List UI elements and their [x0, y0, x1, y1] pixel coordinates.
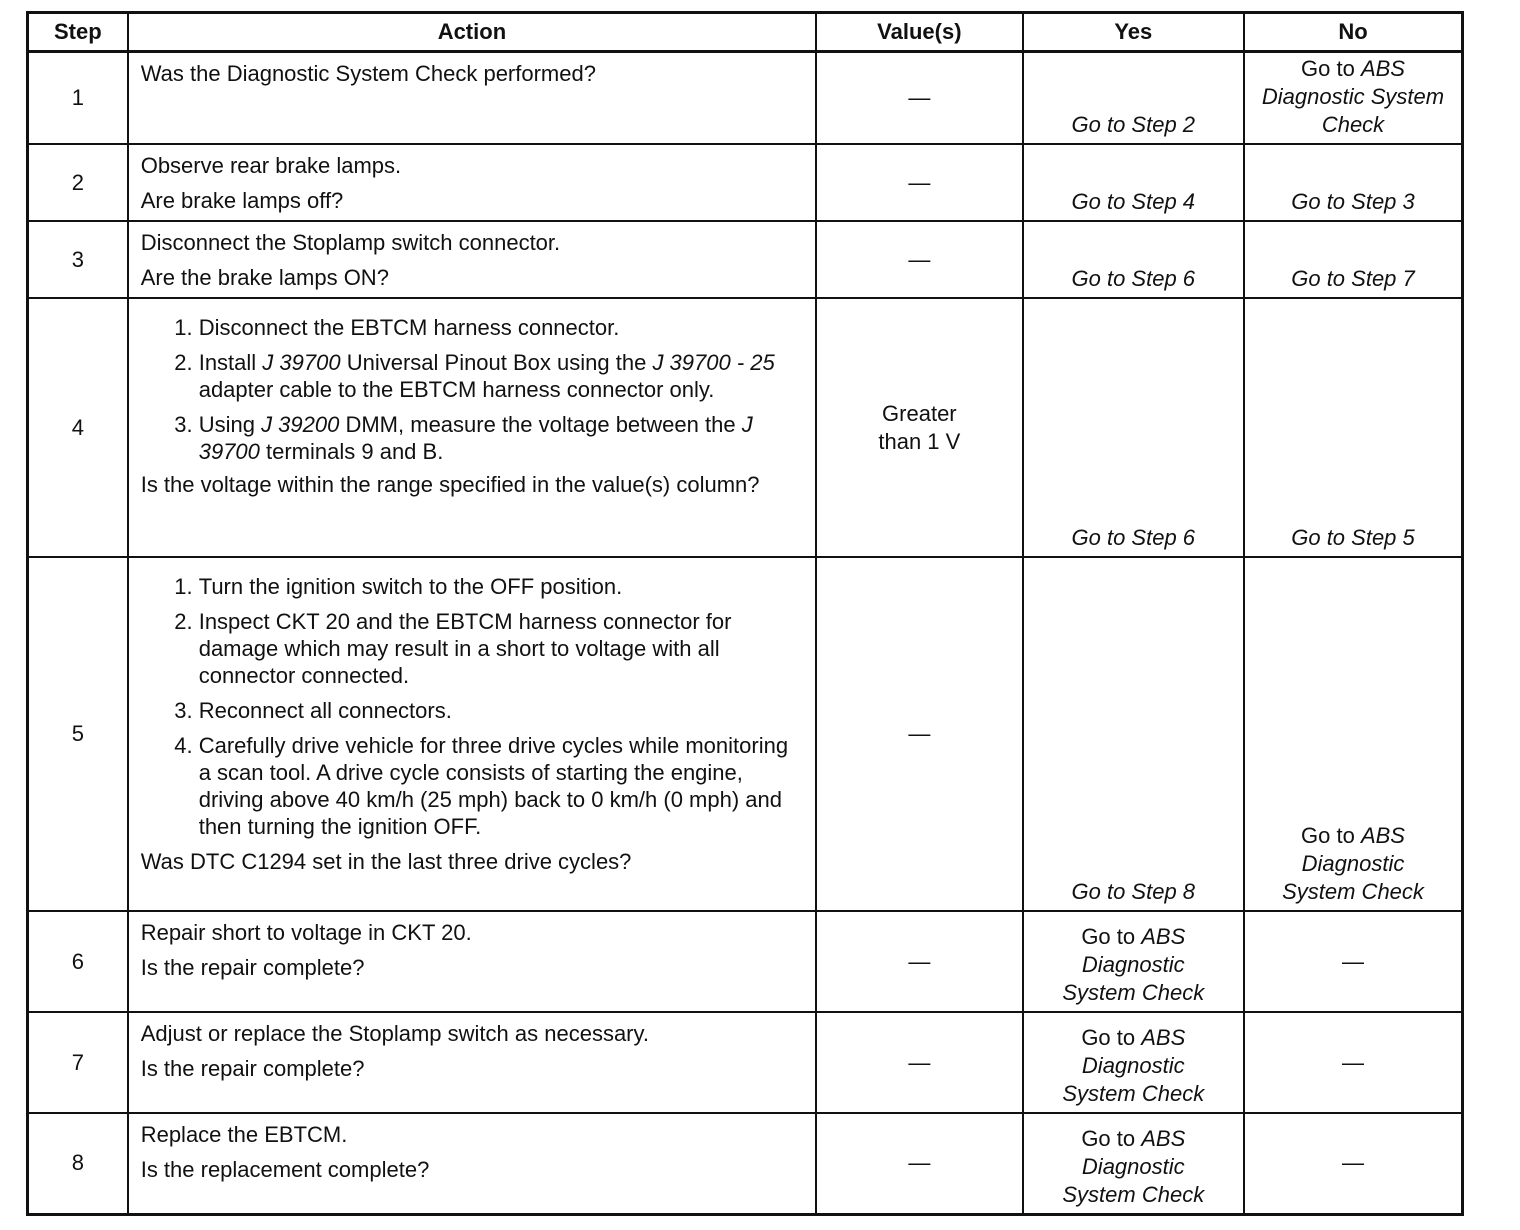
yes-cell [1023, 911, 1244, 1012]
value-cell: — [816, 1012, 1022, 1113]
yes-outcome-ref: ABS Diagnostic System Check [1062, 924, 1205, 1005]
action-cell [128, 557, 816, 911]
no-cell [1244, 144, 1462, 221]
action-cell [128, 1012, 816, 1113]
no-outcome-ref: ABS Diagnostic System Check [1261, 56, 1445, 137]
step-number: 2 [28, 144, 128, 221]
no-outcome: Go to Step 3 [1291, 189, 1415, 214]
step-number: 6 [28, 911, 128, 1012]
table-row [28, 1113, 1463, 1214]
step-number: 1 [28, 52, 128, 145]
yes-cell [1023, 52, 1244, 145]
no-outcome: Go to Step 5 [1291, 525, 1415, 550]
action-question: Is the repair complete? [140, 955, 365, 980]
yes-cell [1023, 298, 1244, 557]
action-cell [128, 144, 816, 221]
action-question: Is the replacement complete? [140, 1157, 430, 1182]
header-action: Action [128, 13, 816, 52]
header-row [28, 13, 1463, 52]
no-outcome-prefix: Go to [1301, 823, 1361, 848]
action-question: Was DTC C1294 set in the last three drive cycles? [140, 849, 632, 874]
action-question: Is the voltage within the range specified in the value(s) column? [140, 472, 760, 497]
list-item: 1. Turn the ignition switch to the OFF position. [199, 573, 803, 600]
list-item: 1. Disconnect the EBTCM harness connector. [199, 314, 803, 341]
step-number: 7 [28, 1012, 128, 1113]
step-number: 8 [28, 1113, 128, 1214]
yes-outcome-ref: ABS Diagnostic System Check [1062, 1125, 1205, 1207]
yes-outcome: Go to Step 6 [1071, 266, 1196, 291]
no-outcome-prefix: Go to [1301, 56, 1361, 81]
header-step: Step [28, 13, 128, 52]
list-item: 3. Using J 39200 DMM, measure the voltage between the J 39700 terminals 9 and B. [199, 411, 803, 465]
yes-cell [1023, 1012, 1244, 1113]
table-row [28, 144, 1463, 221]
table-row [28, 52, 1463, 145]
header-no: No [1244, 13, 1462, 52]
yes-outcome-prefix: Go to [1081, 924, 1142, 949]
action-text: Was the Diagnostic System Check performed? [140, 61, 596, 86]
table-row [28, 911, 1463, 1012]
yes-cell [1023, 144, 1244, 221]
no-cell: — [1244, 911, 1462, 1012]
action-text: Repair short to voltage in CKT 20. [140, 920, 472, 945]
list-item: 4. Carefully drive vehicle for three drive cycles while monitoring a scan tool. A drive cycle consists of starting the engine, driving above 40 km/h (25 mph) back to 0 km/h (0 mph) and then turning the ignition OFF. [199, 732, 803, 840]
tool-ref: J 39200 [261, 412, 340, 437]
table-row [28, 557, 1463, 911]
value-cell [816, 298, 1022, 557]
no-outcome: Go to Step 7 [1291, 266, 1415, 291]
value-cell: — [816, 144, 1022, 221]
step-number: 4 [28, 298, 128, 557]
procedure-list [141, 314, 803, 465]
action-question: Is the repair complete? [140, 1056, 365, 1081]
action-cell [128, 298, 816, 557]
value-cell: — [816, 911, 1022, 1012]
action-cell [128, 1113, 816, 1214]
action-question: Are brake lamps off? [140, 188, 344, 213]
table-row [28, 221, 1463, 298]
action-text: Disconnect the Stoplamp switch connector. [140, 230, 561, 255]
no-cell [1244, 221, 1462, 298]
no-cell: — [1244, 1113, 1462, 1214]
header-yes: Yes [1023, 13, 1244, 52]
list-item: 3. Reconnect all connectors. [199, 697, 803, 724]
tool-ref: J 39700 - 25 [652, 350, 775, 375]
table-row [28, 298, 1463, 557]
yes-outcome-ref: ABS Diagnostic System Check [1062, 1025, 1205, 1106]
action-question: Are the brake lamps ON? [140, 265, 389, 290]
value-cell: — [816, 52, 1022, 145]
action-text: Adjust or replace the Stoplamp switch as necessary. [140, 1021, 649, 1046]
yes-outcome-prefix: Go to [1081, 1025, 1142, 1050]
yes-outcome-prefix: Go to [1081, 1125, 1142, 1151]
list-item: 2. Inspect CKT 20 and the EBTCM harness connector for damage which may result in a short to voltage with all connector connected. [199, 608, 803, 689]
step-number: 5 [28, 557, 128, 911]
diagnostic-table [26, 11, 1464, 1216]
header-values: Value(s) [816, 13, 1022, 52]
no-outcome-ref: ABS Diagnostic System Check [1282, 823, 1424, 904]
yes-cell [1023, 221, 1244, 298]
yes-cell [1023, 557, 1244, 911]
value-text: Greater than 1 V [878, 400, 961, 454]
procedure-list [141, 573, 803, 840]
no-cell [1244, 52, 1462, 145]
action-cell [128, 221, 816, 298]
yes-outcome: Go to Step 2 [1071, 112, 1196, 137]
tool-ref: J 39700 [262, 350, 341, 375]
table-row [28, 1012, 1463, 1113]
value-cell: — [816, 221, 1022, 298]
yes-outcome: Go to Step 4 [1071, 189, 1196, 214]
no-cell: — [1244, 1012, 1462, 1113]
value-cell: — [816, 1113, 1022, 1214]
yes-outcome: Go to Step 8 [1071, 879, 1196, 904]
value-cell: — [816, 557, 1022, 911]
yes-cell [1023, 1113, 1244, 1214]
yes-outcome: Go to Step 6 [1071, 525, 1196, 550]
list-item: 2. Install J 39700 Universal Pinout Box using the J 39700 - 25 adapter cable to the EBTCM harness connector only. [199, 349, 803, 403]
action-text: Observe rear brake lamps. [140, 153, 402, 178]
tool-ref: J 39700 [198, 412, 753, 464]
step-number: 3 [28, 221, 128, 298]
action-cell [128, 911, 816, 1012]
no-cell [1244, 557, 1462, 911]
action-text: Replace the EBTCM. [140, 1122, 348, 1147]
action-cell [128, 52, 816, 145]
no-cell [1244, 298, 1462, 557]
